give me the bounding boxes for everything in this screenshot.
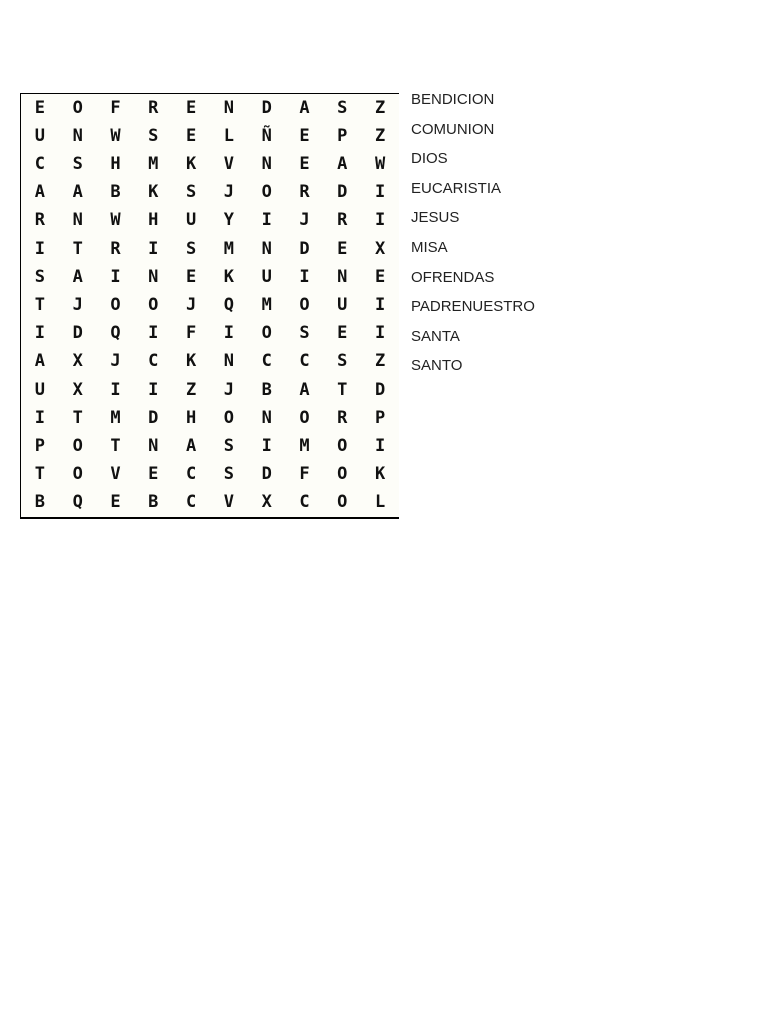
grid-cell: W bbox=[110, 210, 121, 231]
grid-cell: Y bbox=[223, 210, 235, 231]
grid-cell: O bbox=[299, 407, 310, 428]
grid-cell: N bbox=[148, 435, 159, 456]
grid-cell: U bbox=[261, 266, 272, 287]
grid-cell: I bbox=[34, 323, 46, 344]
grid-cell: S bbox=[337, 351, 348, 372]
grid-cell: T bbox=[337, 379, 348, 400]
grid-cell: J bbox=[72, 294, 83, 315]
grid-cell: I bbox=[34, 407, 46, 428]
grid-cell: N bbox=[72, 210, 83, 231]
grid-cell: O bbox=[337, 492, 348, 513]
grid-cell: A bbox=[72, 182, 83, 203]
grid-cell: Z bbox=[185, 379, 197, 400]
grid-cell: O bbox=[261, 182, 272, 203]
grid-cell: L bbox=[223, 125, 235, 146]
grid-cell: J bbox=[185, 294, 197, 315]
grid-cell: B bbox=[34, 492, 46, 513]
grid-cell: C bbox=[261, 351, 272, 372]
grid-cell: O bbox=[72, 97, 83, 118]
grid-cell: K bbox=[374, 464, 386, 485]
grid-cell: S bbox=[185, 238, 197, 259]
grid-cell: S bbox=[337, 97, 348, 118]
grid-cell: X bbox=[72, 351, 83, 372]
word-list-item: BENDICION bbox=[411, 91, 495, 108]
grid-cell: I bbox=[261, 435, 272, 456]
grid-cell: E bbox=[185, 125, 197, 146]
grid-cell: U bbox=[337, 294, 348, 315]
grid-cell: T bbox=[110, 435, 121, 456]
grid-cell: J bbox=[299, 210, 310, 231]
grid-cell: S bbox=[299, 323, 310, 344]
grid-cell: I bbox=[374, 435, 386, 456]
grid-cell: T bbox=[72, 407, 83, 428]
grid-cell: B bbox=[261, 379, 272, 400]
grid-cell: O bbox=[72, 435, 83, 456]
grid-cell: E bbox=[374, 266, 386, 287]
grid-cell: D bbox=[261, 97, 272, 118]
grid-cell: E bbox=[337, 323, 348, 344]
grid-cell: P bbox=[337, 125, 348, 146]
grid-cell: T bbox=[34, 294, 46, 315]
grid-cell: S bbox=[185, 182, 197, 203]
grid-cell: J bbox=[223, 182, 235, 203]
grid-cell: M bbox=[299, 435, 310, 456]
grid-cell: I bbox=[110, 379, 121, 400]
grid-cell: X bbox=[72, 379, 83, 400]
grid-cell: O bbox=[261, 323, 272, 344]
grid-cell: V bbox=[223, 492, 235, 513]
grid-cell: D bbox=[337, 182, 348, 203]
grid-cell: I bbox=[148, 379, 159, 400]
grid-cell: D bbox=[72, 323, 83, 344]
grid-cell: R bbox=[337, 210, 348, 231]
grid-cell: W bbox=[110, 125, 121, 146]
grid-cell: N bbox=[72, 125, 83, 146]
grid-cell: W bbox=[374, 153, 386, 174]
grid-cell: N bbox=[223, 97, 235, 118]
grid-cell: D bbox=[374, 379, 386, 400]
word-list-item: DIOS bbox=[411, 150, 448, 168]
grid-cell: R bbox=[299, 182, 310, 203]
grid-cell: N bbox=[261, 153, 272, 174]
grid-cell: E bbox=[148, 464, 159, 485]
grid-cell: S bbox=[34, 266, 46, 287]
grid-cell: A bbox=[337, 153, 348, 174]
grid-cell: R bbox=[148, 97, 159, 118]
grid-cell: D bbox=[261, 464, 272, 485]
grid-cell: U bbox=[34, 125, 46, 146]
grid-cell: I bbox=[374, 294, 386, 315]
grid-cell: F bbox=[185, 323, 197, 344]
grid-cell: E bbox=[110, 492, 121, 513]
grid-cell: B bbox=[110, 182, 121, 203]
grid-cell: P bbox=[34, 435, 46, 456]
grid-cell: I bbox=[34, 238, 46, 259]
grid-cell: O bbox=[337, 464, 348, 485]
grid-cell: S bbox=[223, 435, 235, 456]
grid-cell: T bbox=[34, 464, 46, 485]
grid-cell: H bbox=[148, 210, 159, 231]
grid-cell: H bbox=[185, 407, 197, 428]
grid-cell: K bbox=[148, 182, 159, 203]
grid-cell: U bbox=[34, 379, 46, 400]
grid-cell: A bbox=[299, 97, 310, 118]
word-search-grid bbox=[20, 93, 399, 519]
grid-cell: E bbox=[34, 97, 46, 118]
grid-cell: Z bbox=[374, 97, 386, 118]
grid-cell: A bbox=[72, 266, 83, 287]
grid-cell: B bbox=[148, 492, 159, 513]
word-list-item: OFRENDAS bbox=[411, 268, 495, 286]
grid-cell: L bbox=[374, 492, 386, 513]
grid-cell: R bbox=[34, 210, 46, 231]
grid-cell: M bbox=[110, 407, 121, 428]
grid-cell: O bbox=[299, 294, 310, 315]
grid-cell: M bbox=[261, 294, 272, 315]
grid-cell: K bbox=[185, 351, 197, 372]
grid-cell: C bbox=[299, 351, 310, 372]
grid-cell: N bbox=[223, 351, 235, 372]
grid-cell: I bbox=[374, 182, 386, 203]
grid-cell: R bbox=[337, 407, 348, 428]
grid-cell: Z bbox=[374, 125, 386, 146]
word-list-item: EUCARISTIA bbox=[411, 179, 502, 197]
grid-cell: A bbox=[34, 351, 46, 372]
grid-cell: A bbox=[299, 379, 310, 400]
grid-cell: I bbox=[148, 238, 159, 259]
grid-cell: F bbox=[110, 97, 121, 118]
grid-cell: P bbox=[374, 407, 386, 428]
grid-cell: O bbox=[72, 464, 83, 485]
grid-cell: E bbox=[299, 153, 310, 174]
word-list bbox=[411, 90, 535, 386]
grid-cell: I bbox=[223, 323, 235, 344]
grid-cell: Q bbox=[110, 323, 121, 344]
grid-cell: X bbox=[261, 492, 272, 513]
grid-cell: I bbox=[299, 266, 310, 287]
grid-cell: E bbox=[337, 238, 348, 259]
grid-cell: C bbox=[299, 492, 310, 513]
grid-cell: O bbox=[148, 294, 159, 315]
grid-cell: N bbox=[261, 407, 272, 428]
grid-cell: J bbox=[110, 351, 121, 372]
grid-cell: I bbox=[148, 323, 159, 344]
grid-cell: V bbox=[110, 464, 121, 485]
grid-cell: N bbox=[148, 266, 159, 287]
grid-cell: Q bbox=[223, 294, 235, 315]
word-list-item: SANTO bbox=[411, 357, 463, 375]
grid-cell: D bbox=[148, 407, 159, 428]
grid-cell: O bbox=[110, 294, 121, 315]
grid-cell: K bbox=[185, 153, 197, 174]
grid-cell: A bbox=[34, 182, 46, 203]
grid-cell: C bbox=[185, 492, 197, 513]
grid-cell: R bbox=[110, 238, 121, 259]
grid-cell: I bbox=[110, 266, 121, 287]
grid-cell: V bbox=[223, 153, 235, 174]
grid-cell: F bbox=[299, 464, 310, 485]
grid-cell: S bbox=[72, 153, 83, 174]
grid-cell: N bbox=[337, 266, 348, 287]
grid-cell: Q bbox=[72, 492, 83, 513]
grid-cell: T bbox=[72, 238, 83, 259]
word-list-item: JESUS bbox=[411, 209, 460, 227]
grid-cell: C bbox=[185, 464, 197, 485]
grid-cell: O bbox=[337, 435, 348, 456]
grid-cell: I bbox=[261, 210, 272, 231]
word-list-item: SANTA bbox=[411, 327, 460, 345]
grid-cell: Ñ bbox=[261, 125, 272, 146]
grid-cell: E bbox=[185, 97, 197, 118]
grid-cell: E bbox=[299, 125, 310, 146]
grid-cell: U bbox=[185, 210, 197, 231]
grid-cell: N bbox=[261, 238, 272, 259]
grid-cell: S bbox=[223, 464, 235, 485]
grid-cell: J bbox=[223, 379, 235, 400]
word-list-item: PADRENUESTRO bbox=[411, 298, 535, 316]
word-list-item: COMUNION bbox=[411, 120, 495, 138]
grid-cell: K bbox=[223, 266, 235, 287]
grid-cell: H bbox=[110, 153, 121, 174]
grid-cell: X bbox=[374, 238, 386, 259]
grid-cell: M bbox=[148, 153, 159, 174]
grid-cell: C bbox=[34, 153, 46, 174]
word-list-item: MISA bbox=[411, 238, 448, 256]
grid-cell: C bbox=[148, 351, 159, 372]
grid-cell: S bbox=[148, 125, 159, 146]
grid-cell: I bbox=[374, 323, 386, 344]
grid-cell: A bbox=[185, 435, 197, 456]
grid-cell: I bbox=[374, 210, 386, 231]
grid-cell: M bbox=[223, 238, 235, 259]
grid-cell: E bbox=[185, 266, 197, 287]
grid-cell: D bbox=[299, 238, 310, 259]
grid-cell: O bbox=[223, 407, 235, 428]
grid-cell: Z bbox=[374, 351, 386, 372]
